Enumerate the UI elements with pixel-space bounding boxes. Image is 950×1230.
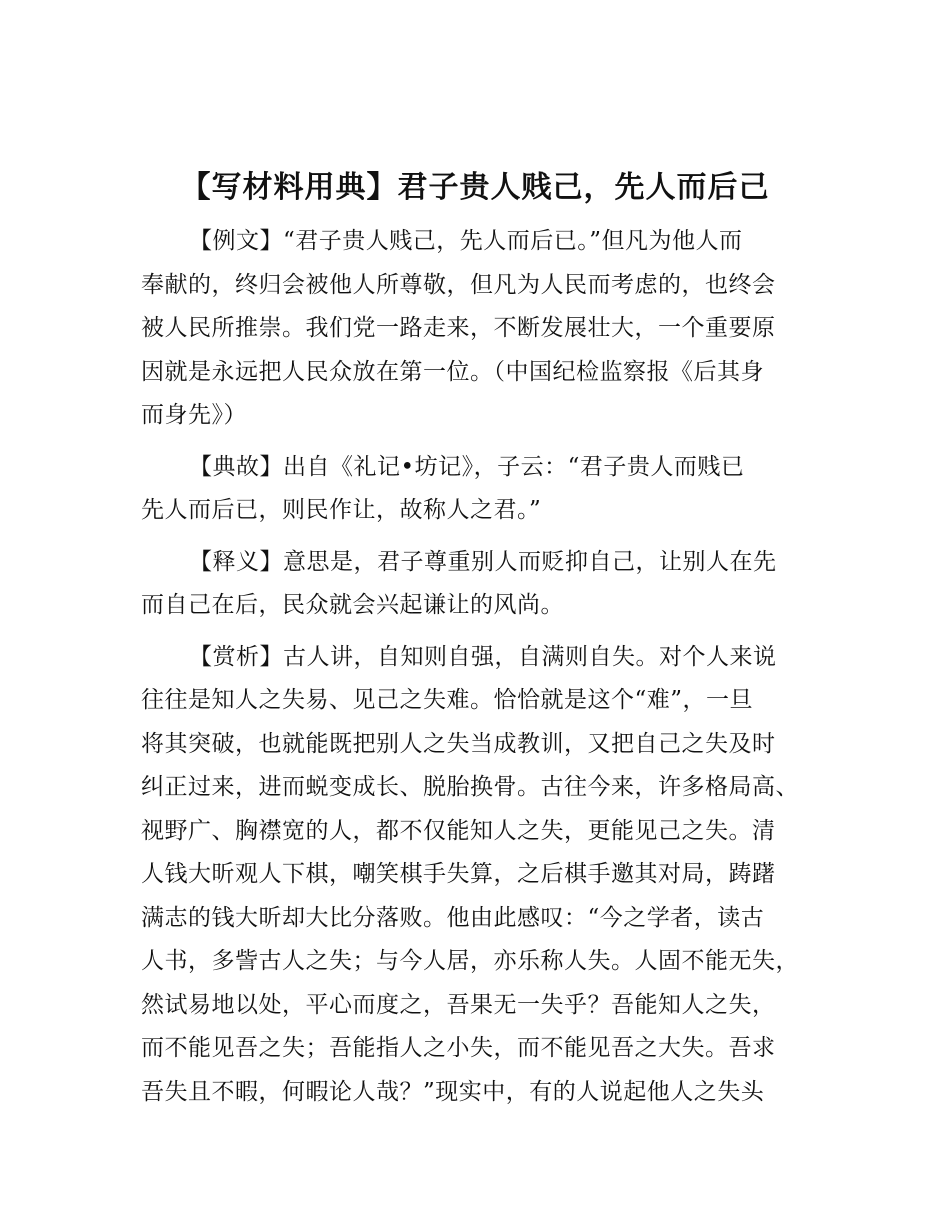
paragraph-shiyi xyxy=(141,541,831,628)
text-line: 被人民所推崇。我们党一路走来，不断发展壮大，一个重要原 xyxy=(141,315,776,341)
paragraph-shangxi xyxy=(141,636,831,1115)
text-line: 然试易地以处，平心而度之，吾果无一失乎？吾能知人之失， xyxy=(141,991,776,1018)
text-line: 【典故】出自《礼记•坊记》，子云：“君子贵人而贱已 xyxy=(189,453,745,480)
text-line: 【释义】意思是，君子尊重别人而贬抑自己，让别人在先 xyxy=(189,548,777,575)
text-line: 往往是知人之失易、见己之失难。恰恰就是这个“难”，一旦 xyxy=(141,687,754,713)
document-title: 【写材料用典】君子贵人贱己，先人而后己 xyxy=(180,170,770,205)
document-body xyxy=(141,220,831,1114)
text-line: 纠正过来，进而蜕变成长、脱胎换骨。古往今来，许多格局高、 xyxy=(141,774,799,800)
text-line: 满志的钱大昕却大比分落败。他由此感叹：“今之学者，读古 xyxy=(141,904,765,931)
text-line: 而身先》） xyxy=(141,402,247,428)
paragraph-liwen xyxy=(141,220,831,438)
text-line: 人书，多訾古人之失；与今人居，亦乐称人失。人固不能无失， xyxy=(141,948,799,974)
text-line: 【例文】“君子贵人贱己，先人而后已。”但凡为他人而 xyxy=(189,228,743,254)
text-line: 吾失且不暇，何暇论人哉？”现实中，有的人说起他人之失头 xyxy=(141,1078,765,1105)
text-line: 人钱大昕观人下棋，嘲笑棋手失算，之后棋手邀其对局，踌躇 xyxy=(141,861,776,887)
text-line: 先人而后已，则民作让，故称人之君。” xyxy=(141,497,542,523)
text-line: 奉献的，终归会被他人所尊敬，但凡为人民而考虑的，也终会 xyxy=(141,271,776,298)
text-line: 因就是永远把人民众放在第一位。（中国纪检监察报《后其身 xyxy=(141,358,764,385)
text-line: 将其突破，也就能既把别人之失当成教训，又把自己之失及时 xyxy=(141,730,776,757)
paragraph-diangu xyxy=(141,446,831,533)
text-line: 而自己在后，民众就会兴起谦让的风尚。 xyxy=(141,592,564,618)
text-line: 而不能见吾之失；吾能指人之小失，而不能见吾之大失。吾求 xyxy=(141,1035,776,1061)
text-line: 【赏析】古人讲，自知则自强，自满则自失。对个人来说 xyxy=(189,643,777,670)
text-line: 视野广、胸襟宽的人，都不仅能知人之失，更能见己之失。清 xyxy=(141,817,776,844)
